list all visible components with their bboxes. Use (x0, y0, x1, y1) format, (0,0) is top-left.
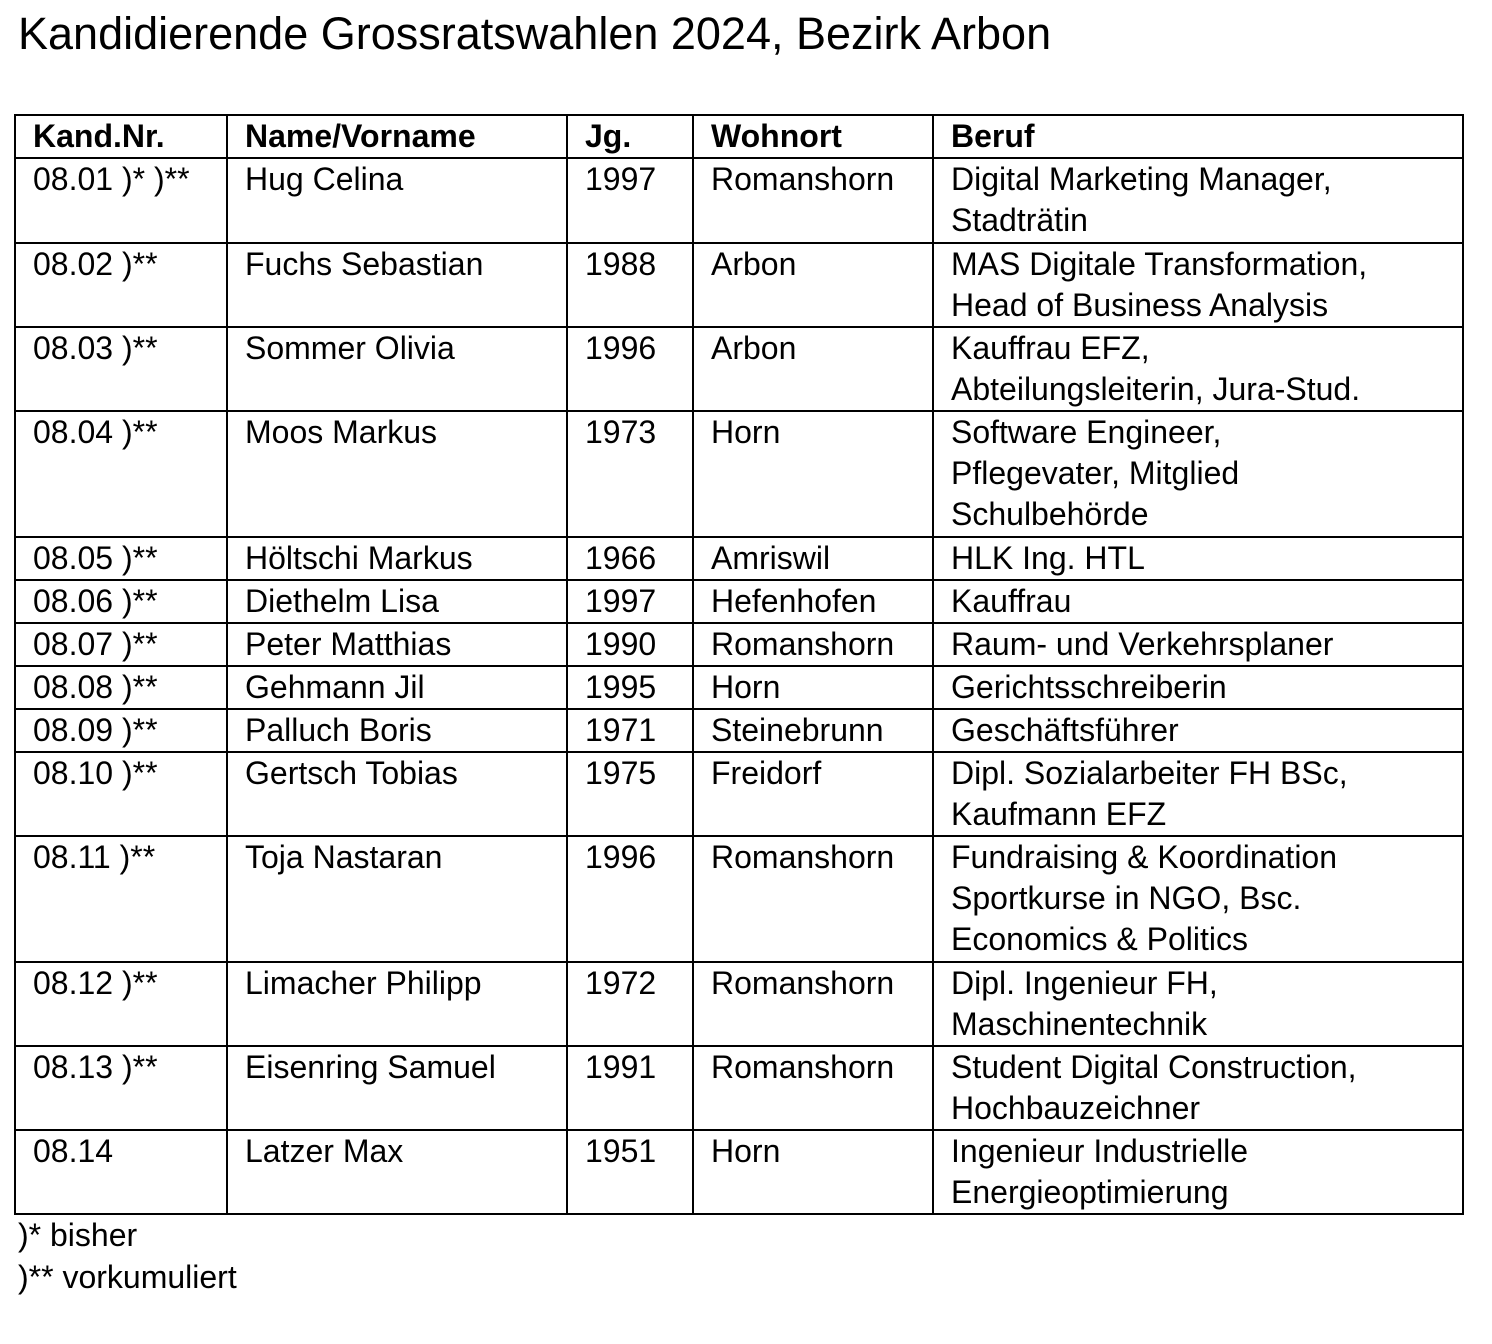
cell-wohnort: Hefenhofen (693, 580, 933, 623)
cell-name: Palluch Boris (227, 709, 567, 752)
cell-beruf: Student Digital Construction, Hochbauzeichner (933, 1046, 1463, 1130)
cell-wohnort: Horn (693, 1130, 933, 1214)
cell-jahrgang: 1996 (567, 836, 693, 962)
cell-name: Peter Matthias (227, 623, 567, 666)
cell-wohnort: Romanshorn (693, 962, 933, 1046)
cell-name: Limacher Philipp (227, 962, 567, 1046)
header-wohnort: Wohnort (693, 115, 933, 158)
cell-jahrgang: 1995 (567, 666, 693, 709)
cell-name: Toja Nastaran (227, 836, 567, 962)
cell-beruf: Ingenieur Industrielle Energieoptimierung (933, 1130, 1463, 1214)
table-row (15, 666, 1463, 709)
cell-kand-nr: 08.02 )** (15, 243, 227, 327)
table-row (15, 752, 1463, 836)
cell-beruf: Dipl. Ingenieur FH, Maschinentechnik (933, 962, 1463, 1046)
table-row (15, 158, 1463, 243)
table-row (15, 411, 1463, 537)
cell-beruf: Fundraising & Koordination Sportkurse in NGO, Bsc. Economics & Politics (933, 836, 1463, 962)
cell-name: Gertsch Tobias (227, 752, 567, 836)
cell-kand-nr: 08.04 )** (15, 411, 227, 537)
table-row (15, 1046, 1463, 1130)
cell-beruf: Raum- und Verkehrsplaner (933, 623, 1463, 666)
cell-name: Diethelm Lisa (227, 580, 567, 623)
cell-kand-nr: 08.10 )** (15, 752, 227, 836)
table-header-row (15, 115, 1463, 158)
cell-wohnort: Freidorf (693, 752, 933, 836)
cell-kand-nr: 08.07 )** (15, 623, 227, 666)
candidates-table (14, 114, 1464, 1215)
cell-kand-nr: 08.03 )** (15, 327, 227, 411)
header-jahrgang: Jg. (567, 115, 693, 158)
table-body (15, 158, 1463, 1214)
header-beruf: Beruf (933, 115, 1463, 158)
cell-kand-nr: 08.08 )** (15, 666, 227, 709)
cell-wohnort: Romanshorn (693, 1046, 933, 1130)
cell-kand-nr: 08.13 )** (15, 1046, 227, 1130)
cell-name: Hug Celina (227, 158, 567, 243)
cell-name: Sommer Olivia (227, 327, 567, 411)
cell-wohnort: Amriswil (693, 537, 933, 580)
cell-kand-nr: 08.12 )** (15, 962, 227, 1046)
cell-kand-nr: 08.09 )** (15, 709, 227, 752)
cell-kand-nr: 08.11 )** (15, 836, 227, 962)
cell-name: Moos Markus (227, 411, 567, 537)
header-name-vorname: Name/Vorname (227, 115, 567, 158)
table-row (15, 537, 1463, 580)
cell-wohnort: Steinebrunn (693, 709, 933, 752)
document-title: Kandidierende Grossratswahlen 2024, Bezirk Arbon (18, 8, 1052, 59)
cell-kand-nr: 08.14 (15, 1130, 227, 1214)
cell-jahrgang: 1991 (567, 1046, 693, 1130)
table-row (15, 709, 1463, 752)
cell-jahrgang: 1988 (567, 243, 693, 327)
cell-jahrgang: 1973 (567, 411, 693, 537)
cell-beruf: Kauffrau EFZ, Abteilungsleiterin, Jura-Stud. (933, 327, 1463, 411)
cell-name: Gehmann Jil (227, 666, 567, 709)
cell-wohnort: Arbon (693, 327, 933, 411)
cell-jahrgang: 1996 (567, 327, 693, 411)
cell-jahrgang: 1971 (567, 709, 693, 752)
cell-wohnort: Arbon (693, 243, 933, 327)
cell-kand-nr: 08.05 )** (15, 537, 227, 580)
cell-name: Eisenring Samuel (227, 1046, 567, 1130)
cell-beruf: Kauffrau (933, 580, 1463, 623)
cell-wohnort: Horn (693, 411, 933, 537)
cell-jahrgang: 1975 (567, 752, 693, 836)
cell-jahrgang: 1990 (567, 623, 693, 666)
cell-beruf: Dipl. Sozialarbeiter FH BSc, Kaufmann EFZ (933, 752, 1463, 836)
table-row (15, 962, 1463, 1046)
cell-wohnort: Romanshorn (693, 623, 933, 666)
cell-beruf: HLK Ing. HTL (933, 537, 1463, 580)
cell-beruf: Digital Marketing Manager, Stadträtin (933, 158, 1463, 243)
cell-wohnort: Romanshorn (693, 158, 933, 243)
table-row (15, 327, 1463, 411)
cell-beruf: Geschäftsführer (933, 709, 1463, 752)
cell-wohnort: Romanshorn (693, 836, 933, 962)
cell-wohnort: Horn (693, 666, 933, 709)
cell-name: Höltschi Markus (227, 537, 567, 580)
header-kand-nr: Kand.Nr. (15, 115, 227, 158)
table-row (15, 580, 1463, 623)
cell-kand-nr: 08.06 )** (15, 580, 227, 623)
table-row (15, 243, 1463, 327)
table-row (15, 1130, 1463, 1214)
table-row (15, 623, 1463, 666)
cell-jahrgang: 1966 (567, 537, 693, 580)
cell-kand-nr: 08.01 )* )** (15, 158, 227, 243)
cell-beruf: Software Engineer, Pflegevater, Mitglied Schulbehörde (933, 411, 1463, 537)
footnote-vorkumuliert: )** vorkumuliert (18, 1259, 237, 1295)
cell-name: Latzer Max (227, 1130, 567, 1214)
cell-jahrgang: 1997 (567, 580, 693, 623)
table-row (15, 836, 1463, 962)
footnotes (18, 1214, 237, 1298)
cell-beruf: Gerichtsschreiberin (933, 666, 1463, 709)
cell-name: Fuchs Sebastian (227, 243, 567, 327)
cell-jahrgang: 1951 (567, 1130, 693, 1214)
cell-jahrgang: 1997 (567, 158, 693, 243)
footnote-bisher: )* bisher (18, 1217, 138, 1253)
cell-jahrgang: 1972 (567, 962, 693, 1046)
cell-beruf: MAS Digitale Transformation, Head of Business Analysis (933, 243, 1463, 327)
